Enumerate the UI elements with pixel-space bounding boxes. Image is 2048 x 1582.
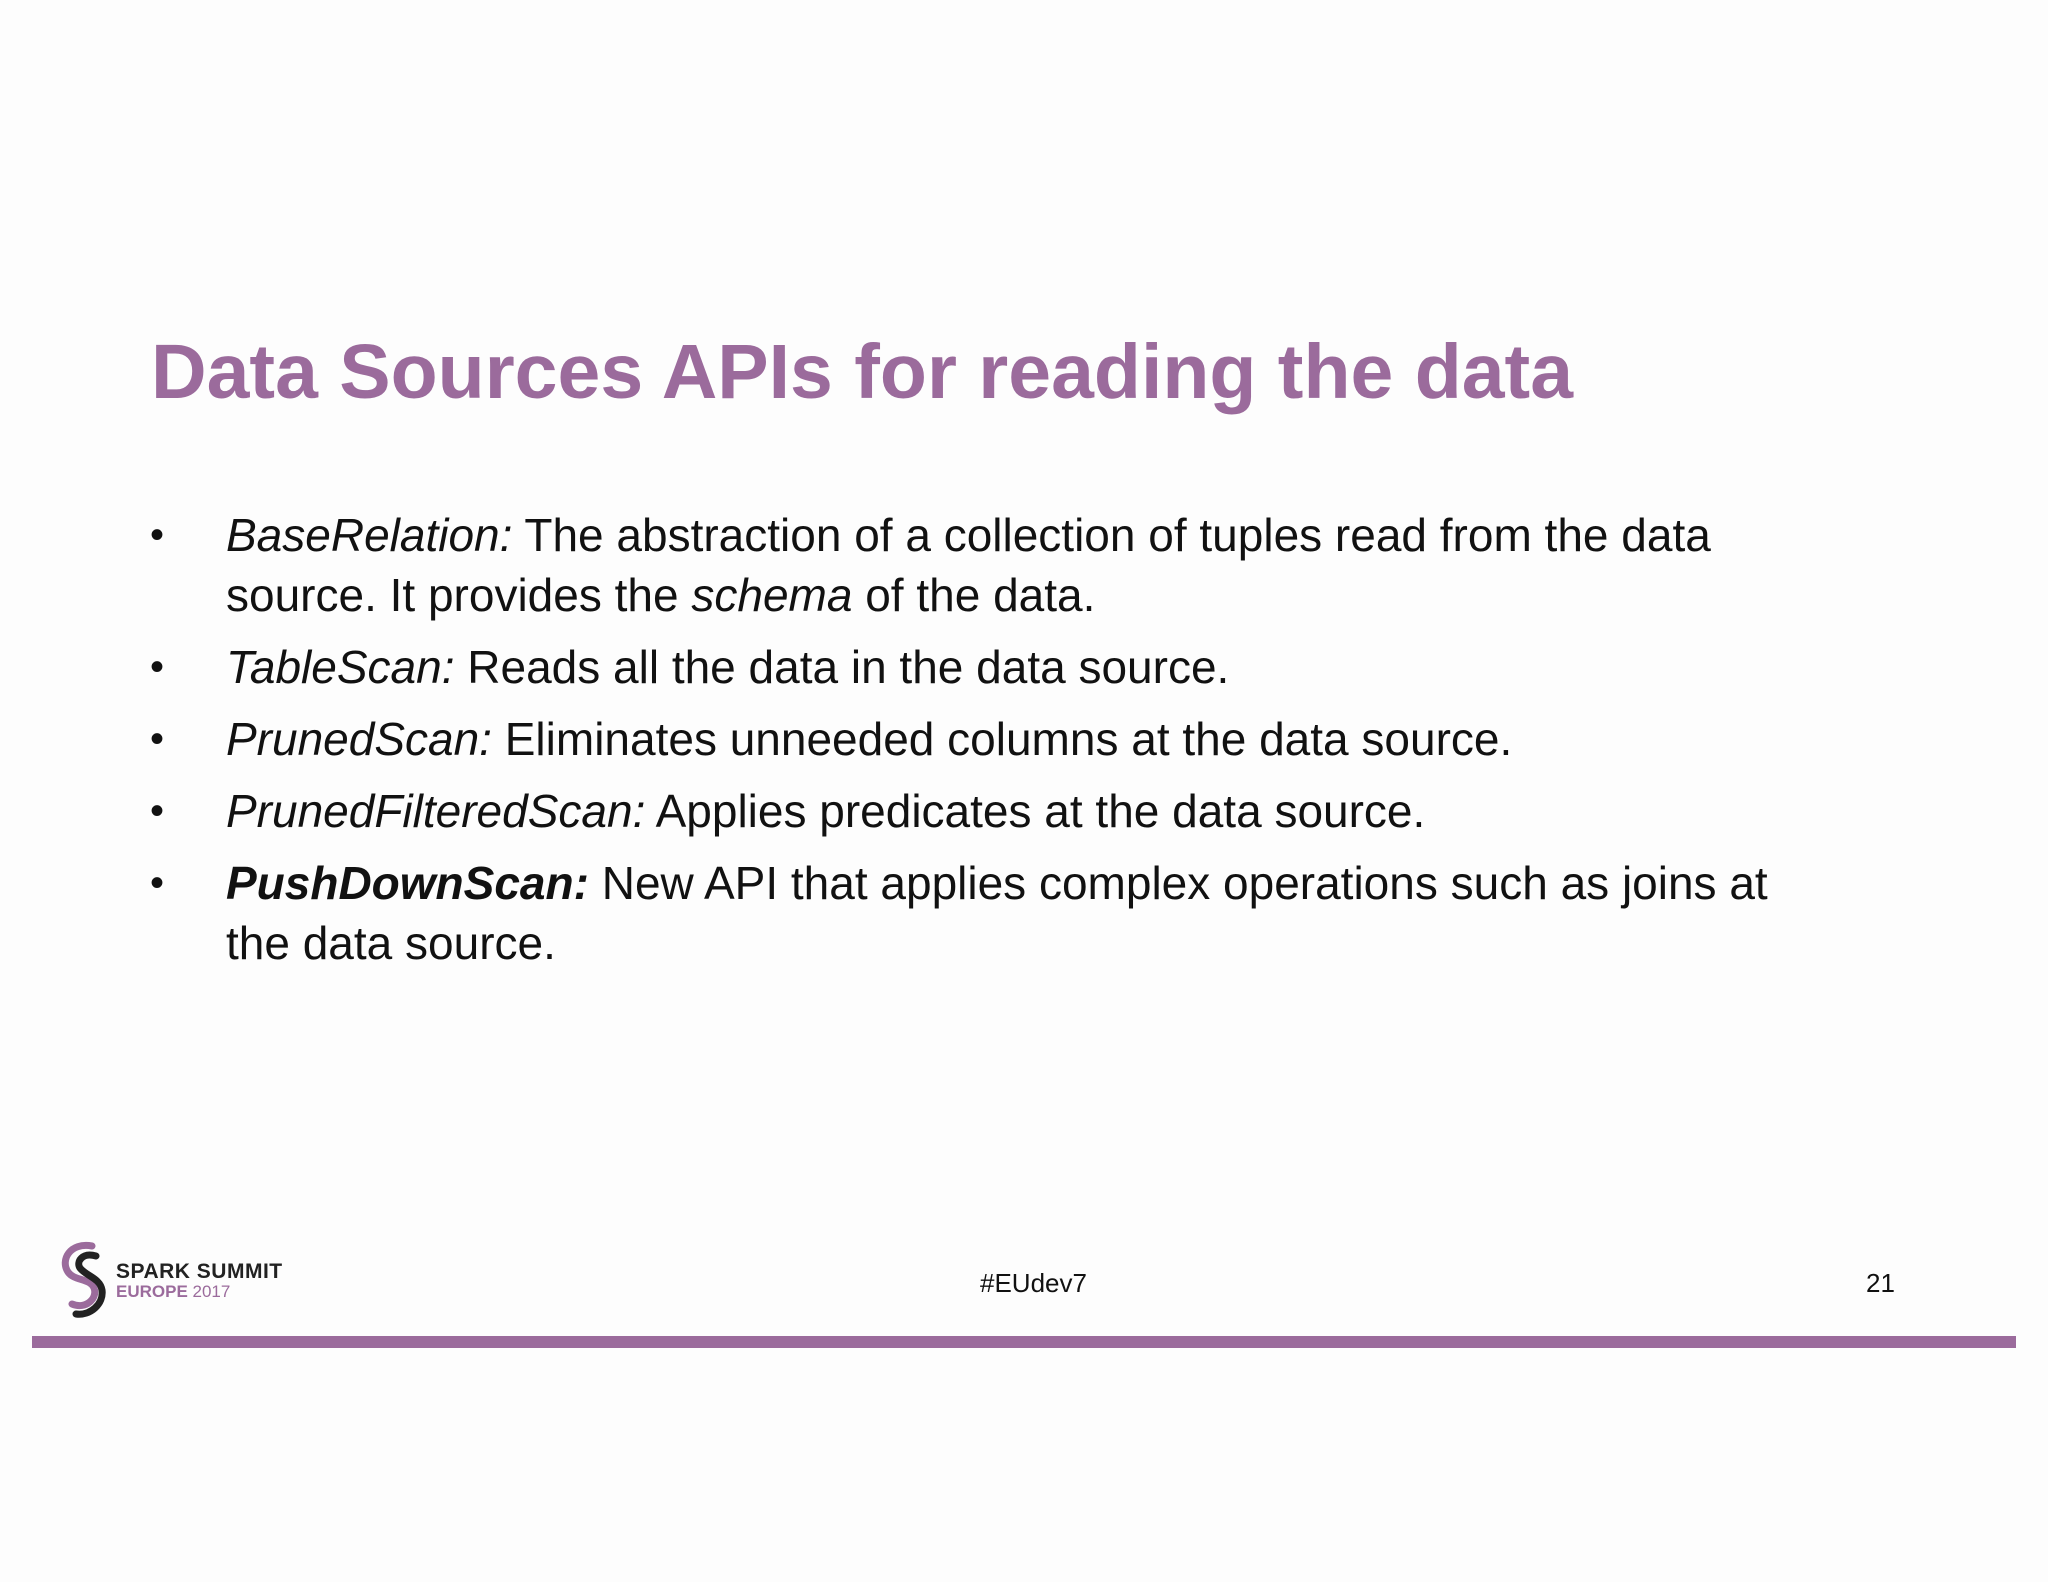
bullet-text: The abstraction of a collection of tuples read from the data [512, 509, 1711, 561]
bullet-dot: • [150, 789, 165, 833]
bullet-item-prunedscan [150, 709, 1926, 769]
bullet-text: the data source. [226, 917, 556, 969]
logo-year: 2017 [187, 1282, 231, 1301]
page-number: 21 [1866, 1268, 1895, 1298]
bullet-text: Reads all the data in the data source. [454, 641, 1230, 693]
bullet-item-pushdownscan [150, 853, 1926, 973]
spark-summit-logo-icon [56, 1238, 112, 1322]
bullet-text: source. It provides the [226, 569, 692, 621]
logo-line-1: SPARK SUMMIT [116, 1260, 283, 1283]
bullet-text: of the data. [852, 569, 1096, 621]
bullet-term: BaseRelation: [226, 509, 513, 561]
bullet-text: Eliminates unneeded columns at the data source. [491, 713, 1513, 765]
bullet-dot: • [150, 717, 165, 761]
bullet-item-baserelation [150, 505, 1926, 625]
bullet-term: PushDownScan: [226, 857, 589, 909]
bullet-term: PrunedScan: [226, 713, 492, 765]
logo-line-2 [116, 1282, 230, 1302]
bullet-term: TableScan: [226, 641, 455, 693]
bullet-term: PrunedFilteredScan: [226, 785, 646, 837]
bullet-dot: • [150, 513, 165, 557]
footer-divider [32, 1336, 2016, 1348]
bullet-dot: • [150, 645, 165, 689]
bullet-dot: • [150, 861, 165, 905]
footer-hashtag: #EUdev7 [980, 1268, 1087, 1298]
logo-region: EUROPE [116, 1282, 188, 1301]
bullet-text: Applies predicates at the data source. [645, 785, 1426, 837]
slide-title: Data Sources APIs for reading the data [151, 329, 1574, 415]
bullet-text: New API that applies complex operations such as joins at [588, 857, 1768, 909]
bullet-item-tablescan [150, 637, 1926, 697]
bullet-item-prunedfilteredscan [150, 781, 1926, 841]
spark-summit-logo [56, 1238, 296, 1322]
bullet-emphasis: schema [691, 569, 853, 621]
